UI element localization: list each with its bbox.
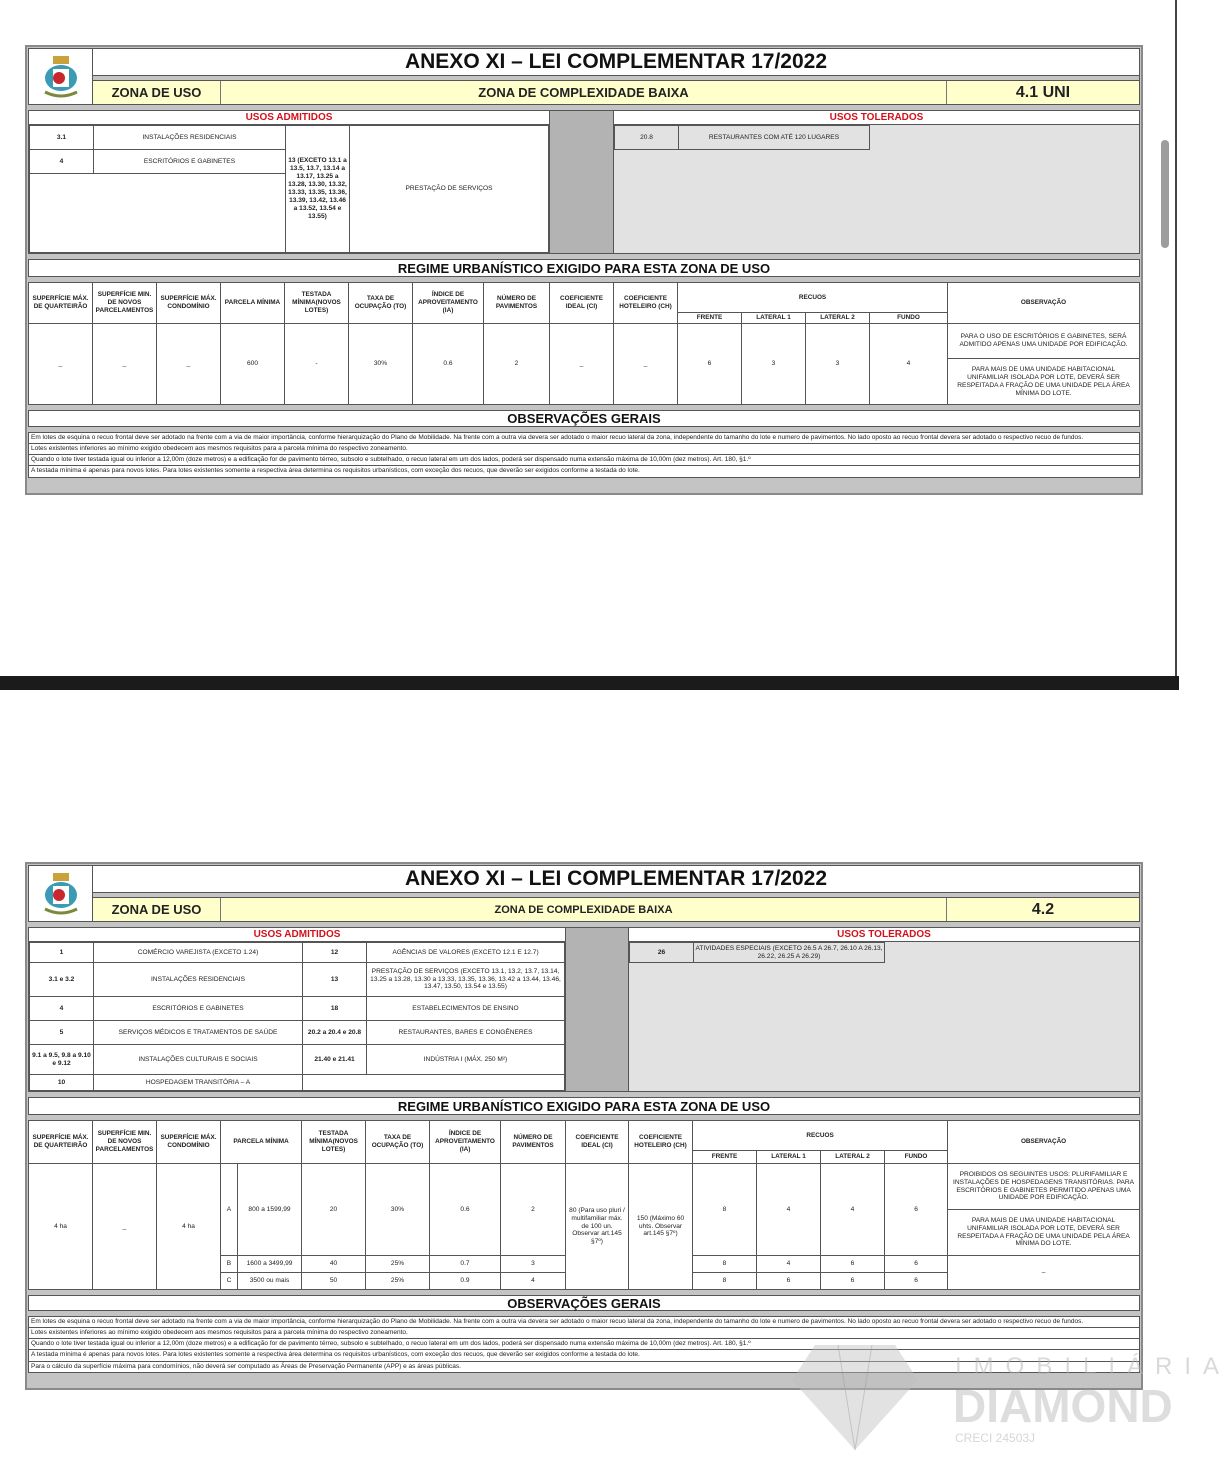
use-code: 18 [303, 997, 367, 1021]
obs-item: A testada mínima é apenas para novos lotes. Para lotes existentes somente a respectiva área determina os requisitos urbanísticos, com exceção dos recuos, que deverão ser exigidos conforme a testada do lote. [31, 467, 640, 475]
cell: B [221, 1256, 238, 1273]
col-header: SUPERFÍCIE MÁX. DE QUARTEIRÃO [29, 283, 93, 324]
regime-title: REGIME URBANÍSTICO EXIGIDO PARA ESTA ZONA DE USO [28, 259, 1140, 277]
zone-label: ZONA DE USO [93, 898, 221, 921]
obs-item: Para o cálculo da superfície máxima para condomínios, não deverá ser computado as Áreas de Preservação Permanente (APP) e as áreas públicas. [31, 1362, 461, 1370]
cell: 30% [349, 324, 413, 405]
obs-item: Quando o lote tiver testada igual ou inferior a 12,00m (doze metros) e a edificação for de pavimento térreo, subsolo e subtelhado, o recuo lateral em um dos lados, poderá ser dispensado numa extensão máxima de 10,00m (dez metros). Art. 180, §1.º [29, 455, 1139, 466]
use-code: 10 [30, 1075, 94, 1091]
col-header: TAXA DE OCUPAÇÃO (TO) [349, 283, 413, 324]
cell: 8 [693, 1256, 757, 1273]
cell: 8 [693, 1164, 757, 1256]
col-header: TAXA DE OCUPAÇÃO (TO) [366, 1121, 430, 1164]
col-header: LATERAL 1 [757, 1151, 821, 1164]
cell: 6 [821, 1273, 885, 1290]
cell: C [221, 1273, 238, 1290]
regime-title: REGIME URBANÍSTICO EXIGIDO PARA ESTA ZONA DE USO [28, 1097, 1140, 1115]
cell: 800 a 1599,99 [238, 1164, 302, 1256]
col-header: NÚMERO DE PAVIMENTOS [501, 1121, 566, 1164]
obs-gerais-title: OBSERVAÇÕES GERAIS [28, 1295, 1140, 1311]
sheet-header [28, 48, 1140, 105]
col-header: SUPERFÍCIE MIN. DE NOVOS PARCELAMENTOS [93, 1121, 157, 1164]
use-desc: ESTABELECIMENTOS DE ENSINO [367, 997, 565, 1021]
cell: 50 [302, 1273, 366, 1290]
col-header: LATERAL 2 [806, 313, 870, 324]
annex-sheet-4-1 [25, 45, 1143, 495]
zone-code: 4.1 UNI [1015, 83, 1071, 101]
col-header: ÍNDICE DE APROVEITAMENTO (IA) [430, 1121, 501, 1164]
cell: - [285, 324, 349, 405]
use-code: 12 [303, 943, 367, 963]
regime-table [28, 282, 1140, 405]
watermark-line2: DIAMOND [953, 1380, 1173, 1432]
col-header: RECUOS [678, 283, 948, 313]
use-desc: PRESTAÇÃO DE SERVIÇOS (EXCETO 13.1, 13.2, 13.7, 13.14, 13.25 a 13.28, 13.30 a 13.33, 13.35, 13.36, 13.42 a 13.44, 13.46, 13.47, 13.50, 13.54 e 13.55) [367, 963, 565, 997]
col-header: SUPERFÍCIE MIN. DE NOVOS PARCELAMENTOS [93, 283, 157, 324]
cell: _ [29, 324, 93, 405]
obs-gerais-list [28, 1316, 1140, 1373]
col-header: OBSERVAÇÃO [948, 283, 1140, 324]
col-header: COEFICIENTE HOTELEIRO (CH) [629, 1121, 693, 1164]
observacao-text: PROIBIDOS OS SEGUINTES USOS: PLURIFAMILIAR E INSTALAÇÕES DE HOSPEDAGENS TRANSITÓRIAS. PARA ESCRITÓRIOS E GABINETES PERMITIDO APENAS UMA UNIDADE POR EDIFICAÇÃO. [953, 1170, 1135, 1202]
col-header: LATERAL 2 [821, 1151, 885, 1164]
zone-row [93, 80, 1139, 104]
use-code: 26 [630, 943, 694, 963]
col-header: PARCELA MÍNIMA [221, 283, 285, 324]
col-header: FRENTE [678, 313, 742, 324]
watermark-line3: CRECI 24503J [955, 1431, 1036, 1445]
obs-gerais-list [28, 432, 1140, 478]
observacao-text: PARA MAIS DE UMA UNIDADE HABITACIONAL UNIFAMILIAR ISOLADA POR LOTE, DEVERÁ SER RESPEITADA A FRAÇÃO DE UMA UNIDADE PELA ÁREA MÍNIMA DO LOTE. [948, 358, 1139, 404]
cell: 2 [501, 1164, 566, 1256]
obs-gerais-title: OBSERVAÇÕES GERAIS [28, 410, 1140, 427]
use-code: 4 [30, 150, 94, 174]
use-code: 20.2 a 20.4 e 20.8 [303, 1021, 367, 1045]
usos-tolerados-title: USOS TOLERADOS [614, 111, 1139, 125]
cell: 40 [302, 1256, 366, 1273]
col-header: OBSERVAÇÃO [948, 1121, 1140, 1164]
cell: 0.6 [413, 324, 484, 405]
col-header: FUNDO [885, 1151, 948, 1164]
cell: 4 [501, 1273, 566, 1290]
use-desc: ATIVIDADES ESPECIAIS (EXCETO 26.5 A 26.7, 26.10 A 26.13, 26.22, 26.25 A 26.29) [694, 943, 885, 963]
cell: 4 [757, 1256, 821, 1273]
cell: 4 [757, 1164, 821, 1256]
cell: _ [550, 324, 614, 405]
cell: 3 [742, 324, 806, 405]
cell: 6 [821, 1256, 885, 1273]
use-code: 5 [30, 1021, 94, 1045]
use-desc: INSTALAÇÕES RESIDENCIAIS [94, 126, 286, 150]
observacao-text: PARA MAIS DE UMA UNIDADE HABITACIONAL UNIFAMILIAR ISOLADA POR LOTE, DEVERÁ SER RESPEITADA A FRAÇÃO DE UMA UNIDADE PELA ÁREA MÍNIMA DO LOTE. [948, 1209, 1139, 1255]
empty-cell [30, 174, 286, 253]
cell: 6 [885, 1256, 948, 1273]
cell: _ [93, 1164, 157, 1290]
use-desc: AGÊNCIAS DE VALORES (EXCETO 12.1 E 12.7) [367, 943, 565, 963]
cell: 150 (Máximo 60 uhts. Observar art.145 §7º) [629, 1164, 693, 1290]
col-header: NÚMERO DE PAVIMENTOS [484, 283, 550, 324]
cell: 4 [870, 324, 948, 405]
usos-section [28, 927, 1140, 1092]
col-header: LATERAL 1 [742, 313, 806, 324]
cell: 8 [693, 1273, 757, 1290]
cell: 3 [806, 324, 870, 405]
cell: 80 (Para uso pluri / multifamiliar máx. de 100 un. Observar art.145 §7º) [566, 1164, 629, 1290]
obs-item: Lotes existentes inferiores ao mínimo exigido obedecem aos mesmos requisitos para a parcela mínima do respectivo zoneamento. [29, 1328, 1139, 1339]
usos-tolerados [629, 928, 1139, 1091]
col-header: RECUOS [693, 1121, 948, 1151]
annex-sheet-4-2 [25, 862, 1143, 1390]
col-header: PARCELA MÍNIMA [221, 1121, 302, 1164]
cell: 4 ha [29, 1164, 93, 1290]
usos-tolerados [614, 111, 1139, 253]
use-code: 3.1 [30, 126, 94, 150]
obs-item: Quando o lote tiver testada igual ou inferior a 12,00m (doze metros) e a edificação for de pavimento térreo, subsolo e subtelhado, o recuo lateral em um dos lados, poderá ser dispensado numa extensão máxima de 10,00m (dez metros). Art. 180, §1.º [29, 1339, 1139, 1350]
observacao-text: PARA O USO DE ESCRITÓRIOS E GABINETES, SERÁ ADMITIDO APENAS UMA UNIDADE POR EDIFICAÇÃO. [959, 333, 1128, 349]
cell: A [221, 1164, 238, 1256]
col-header: FRENTE [693, 1151, 757, 1164]
use-desc: ESCRITÓRIOS E GABINETES [94, 150, 286, 174]
use-desc: RESTAURANTES COM ATÉ 120 LUGARES [679, 126, 870, 150]
use-desc: SERVIÇOS MÉDICOS E TRATAMENTOS DE SAÚDE [94, 1021, 303, 1045]
use-desc: INDÚSTRIA I (MÁX. 250 M²) [367, 1045, 565, 1075]
col-header: SUPERFÍCIE MÁX. DE QUARTEIRÃO [29, 1121, 93, 1164]
cell: 0.9 [430, 1273, 501, 1290]
cell: 6 [885, 1164, 948, 1256]
cell: 1600 a 3499,99 [238, 1256, 302, 1273]
scrollbar-thumb[interactable] [1161, 140, 1169, 248]
col-header: SUPERFÍCIE MÁX. CONDOMÍNIO [157, 1121, 221, 1164]
use-code: 13 [303, 963, 367, 997]
use-desc: HOSPEDAGEM TRANSITÓRIA – A [94, 1075, 303, 1091]
zone-code: 4.2 [1031, 900, 1055, 918]
obs-item: Lotes existentes inferiores ao mínimo exigido obedecem aos mesmos requisitos para a parcela mínima do respectivo zoneamento. [29, 444, 1139, 455]
col-header: TESTADA MÍNIMA(NOVOS LOTES) [302, 1121, 366, 1164]
sheet-header [28, 865, 1140, 922]
use-code: 3.1 e 3.2 [30, 963, 94, 997]
obs-item: A testada mínima é apenas para novos lotes. Para lotes existentes somente a respectiva área determina os requisitos urbanísticos, com exceção dos recuos, que deverão ser exigidos conforme a testada do lote. [29, 1350, 1139, 1361]
cell: 600 [221, 324, 285, 405]
use-code: 4 [30, 997, 94, 1021]
observacao-text: – [948, 1256, 1140, 1290]
usos-admitidos [29, 111, 550, 253]
usos-section [28, 110, 1140, 254]
municipal-crest-logo [29, 866, 93, 921]
cell: 6 [678, 324, 742, 405]
usos-admitidos-title: USOS ADMITIDOS [29, 111, 549, 125]
cell: 25% [366, 1256, 430, 1273]
sheet-title: ANEXO XI – LEI COMPLEMENTAR 17/2022 [93, 866, 1139, 893]
zone-label: ZONA DE USO [93, 81, 221, 104]
cell: 3500 ou mais [238, 1273, 302, 1290]
cell: 30% [366, 1164, 430, 1256]
use-code: 21.40 e 21.41 [303, 1045, 367, 1075]
usos-admitidos-title: USOS ADMITIDOS [29, 928, 565, 942]
cell: 4 [821, 1164, 885, 1256]
cell: _ [614, 324, 678, 405]
use-desc: RESTAURANTES, BARES E CONGÊNERES [367, 1021, 565, 1045]
cell: 25% [366, 1273, 430, 1290]
cell: 6 [885, 1273, 948, 1290]
col-header: TESTADA MÍNIMA(NOVOS LOTES) [285, 283, 349, 324]
col-header: FUNDO [870, 313, 948, 324]
cell: _ [93, 324, 157, 405]
use-code: 13 (EXCETO 13.1 a 13.5, 13.7, 13.14 a 13.17, 13.25 a 13.28, 13.30, 13.32, 13.33, 13.35, 13.36, 13.39, 13.42, 13.46 a 13.52, 13.54 e 13.55) [286, 126, 350, 253]
cell: 4 ha [157, 1164, 221, 1290]
watermark-line1: IMOBILIÁRIA [955, 1353, 1231, 1380]
obs-item: Em lotes de esquina o recuo frontal deve ser adotado na frente com a via de maior importância, conforme hierarquização do Plano de Mobilidade. Na frente com a outra via devera ser adotado o maior recuo lateral da zona, independente do tamanho do lote e numero de pavimentos. No lado oposto ao recuo frontal devera ser adotado o respectivo recuo de fundos. [29, 433, 1139, 444]
cell: 6 [757, 1273, 821, 1290]
obs-item: Em lotes de esquina o recuo frontal deve ser adotado na frente com a via de maior importância, conforme hierarquização do Plano de Mobilidade. Na frente com a outra via devera ser adotado o maior recuo lateral da zona, independente do tamanho do lote e numero de pavimentos. No lado oposto ao recuo frontal devera ser adotado o respectivo recuo de fundos. [29, 1317, 1139, 1328]
empty-cell [303, 1075, 565, 1091]
use-code: 1 [30, 943, 94, 963]
page-edge [1175, 0, 1177, 676]
cell: 0.6 [430, 1164, 501, 1256]
use-desc: INSTALAÇÕES RESIDENCIAIS [94, 963, 303, 997]
separator [566, 928, 629, 1091]
regime-table [28, 1120, 1140, 1290]
zone-name: ZONA DE COMPLEXIDADE BAIXA [221, 898, 947, 921]
col-header: COEFICIENTE IDEAL (CI) [566, 1121, 629, 1164]
usos-tolerados-title: USOS TOLERADOS [629, 928, 1139, 942]
separator [550, 111, 614, 253]
cell: 0.7 [430, 1256, 501, 1273]
usos-admitidos [29, 928, 566, 1091]
use-desc: PRESTAÇÃO DE SERVIÇOS [350, 126, 549, 253]
page-divider [0, 676, 1179, 690]
cell: _ [157, 324, 221, 405]
cell: 3 [501, 1256, 566, 1273]
col-header: COEFICIENTE HOTELEIRO (CH) [614, 283, 678, 324]
use-desc: COMÉRCIO VAREJISTA (EXCETO 1.24) [94, 943, 303, 963]
cell: 20 [302, 1164, 366, 1256]
use-code: 20.8 [615, 126, 679, 150]
zone-name: ZONA DE COMPLEXIDADE BAIXA [221, 81, 947, 104]
zone-row [93, 897, 1139, 921]
use-desc: INSTALAÇÕES CULTURAIS E SOCIAIS [94, 1045, 303, 1075]
use-code: 9.1 a 9.5, 9.8 a 9.10 e 9.12 [30, 1045, 94, 1075]
sheet-title: ANEXO XI – LEI COMPLEMENTAR 17/2022 [93, 49, 1139, 76]
col-header: COEFICIENTE IDEAL (CI) [550, 283, 614, 324]
col-header: ÍNDICE DE APROVEITAMENTO (IA) [413, 283, 484, 324]
municipal-crest-logo [29, 49, 93, 104]
col-header: SUPERFÍCIE MÁX. CONDOMÍNIO [157, 283, 221, 324]
use-desc: ESCRITÓRIOS E GABINETES [94, 997, 303, 1021]
cell: 2 [484, 324, 550, 405]
